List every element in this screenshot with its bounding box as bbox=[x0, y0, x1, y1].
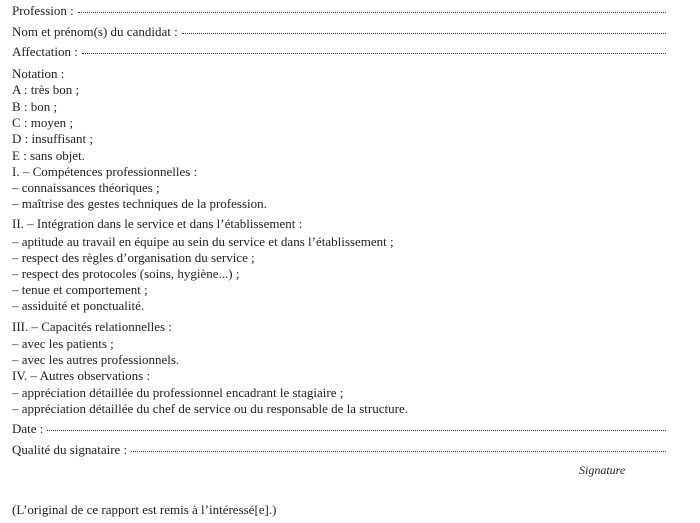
section-4-item: – appréciation détaillée du chef de service ou du responsable de la structure. bbox=[12, 401, 408, 416]
section-1-item: – maîtrise des gestes techniques de la profession. bbox=[12, 196, 267, 211]
section-1-heading: I. – Compétences professionnelles : bbox=[12, 164, 198, 179]
date-field[interactable] bbox=[12, 421, 666, 436]
section-3-item: – avec les autres professionnels. bbox=[12, 352, 180, 367]
section-3-heading: III. – Capacités relationnelles : bbox=[12, 319, 172, 334]
section-3-item: – avec les patients ; bbox=[12, 336, 114, 351]
grade-d: D : insuffisant ; bbox=[12, 131, 94, 146]
section-2-item: – assiduité et ponctualité. bbox=[12, 298, 145, 313]
candidate-name-dotted-line bbox=[182, 32, 666, 34]
grade-e: E : sans objet. bbox=[12, 148, 85, 163]
section-2-item: – aptitude au travail en équipe au sein du service et dans l’établissement ; bbox=[12, 234, 394, 249]
section-4-heading: IV. – Autres observations : bbox=[12, 368, 151, 383]
signatory-label: Qualité du signataire : bbox=[12, 442, 128, 457]
section-1-item: – connaissances théoriques ; bbox=[12, 180, 160, 195]
footer-note: (L’original de ce rapport est remis à l’intéressé[e].) bbox=[12, 502, 277, 517]
profession-dotted-line bbox=[78, 11, 666, 13]
grade-c: C : moyen ; bbox=[12, 115, 74, 130]
date-dotted-line bbox=[47, 429, 666, 431]
section-2-item: – respect des règles d’organisation du service ; bbox=[12, 250, 255, 265]
section-2-item: – tenue et comportement ; bbox=[12, 282, 148, 297]
section-2-item: – respect des protocoles (soins, hygiène...) ; bbox=[12, 266, 240, 281]
section-2-heading: II. – Intégration dans le service et dans l’établissement : bbox=[12, 216, 303, 231]
notation-title: Notation : bbox=[12, 66, 65, 81]
candidate-name-field[interactable] bbox=[12, 24, 666, 39]
profession-label: Profession : bbox=[12, 3, 74, 18]
signature-label: Signature bbox=[579, 463, 626, 477]
assignment-dotted-line bbox=[82, 52, 666, 54]
section-4-item: – appréciation détaillée du professionnel encadrant le stagiaire ; bbox=[12, 385, 344, 400]
signatory-field[interactable] bbox=[12, 442, 666, 457]
grade-a: A : très bon ; bbox=[12, 82, 80, 97]
grade-b: B : bon ; bbox=[12, 99, 58, 114]
assignment-field[interactable] bbox=[12, 44, 666, 59]
candidate-name-label: Nom et prénom(s) du candidat : bbox=[12, 24, 178, 39]
assignment-label: Affectation : bbox=[12, 44, 78, 59]
signatory-dotted-line bbox=[131, 450, 666, 452]
date-label: Date : bbox=[12, 421, 44, 436]
profession-field[interactable] bbox=[12, 3, 666, 18]
